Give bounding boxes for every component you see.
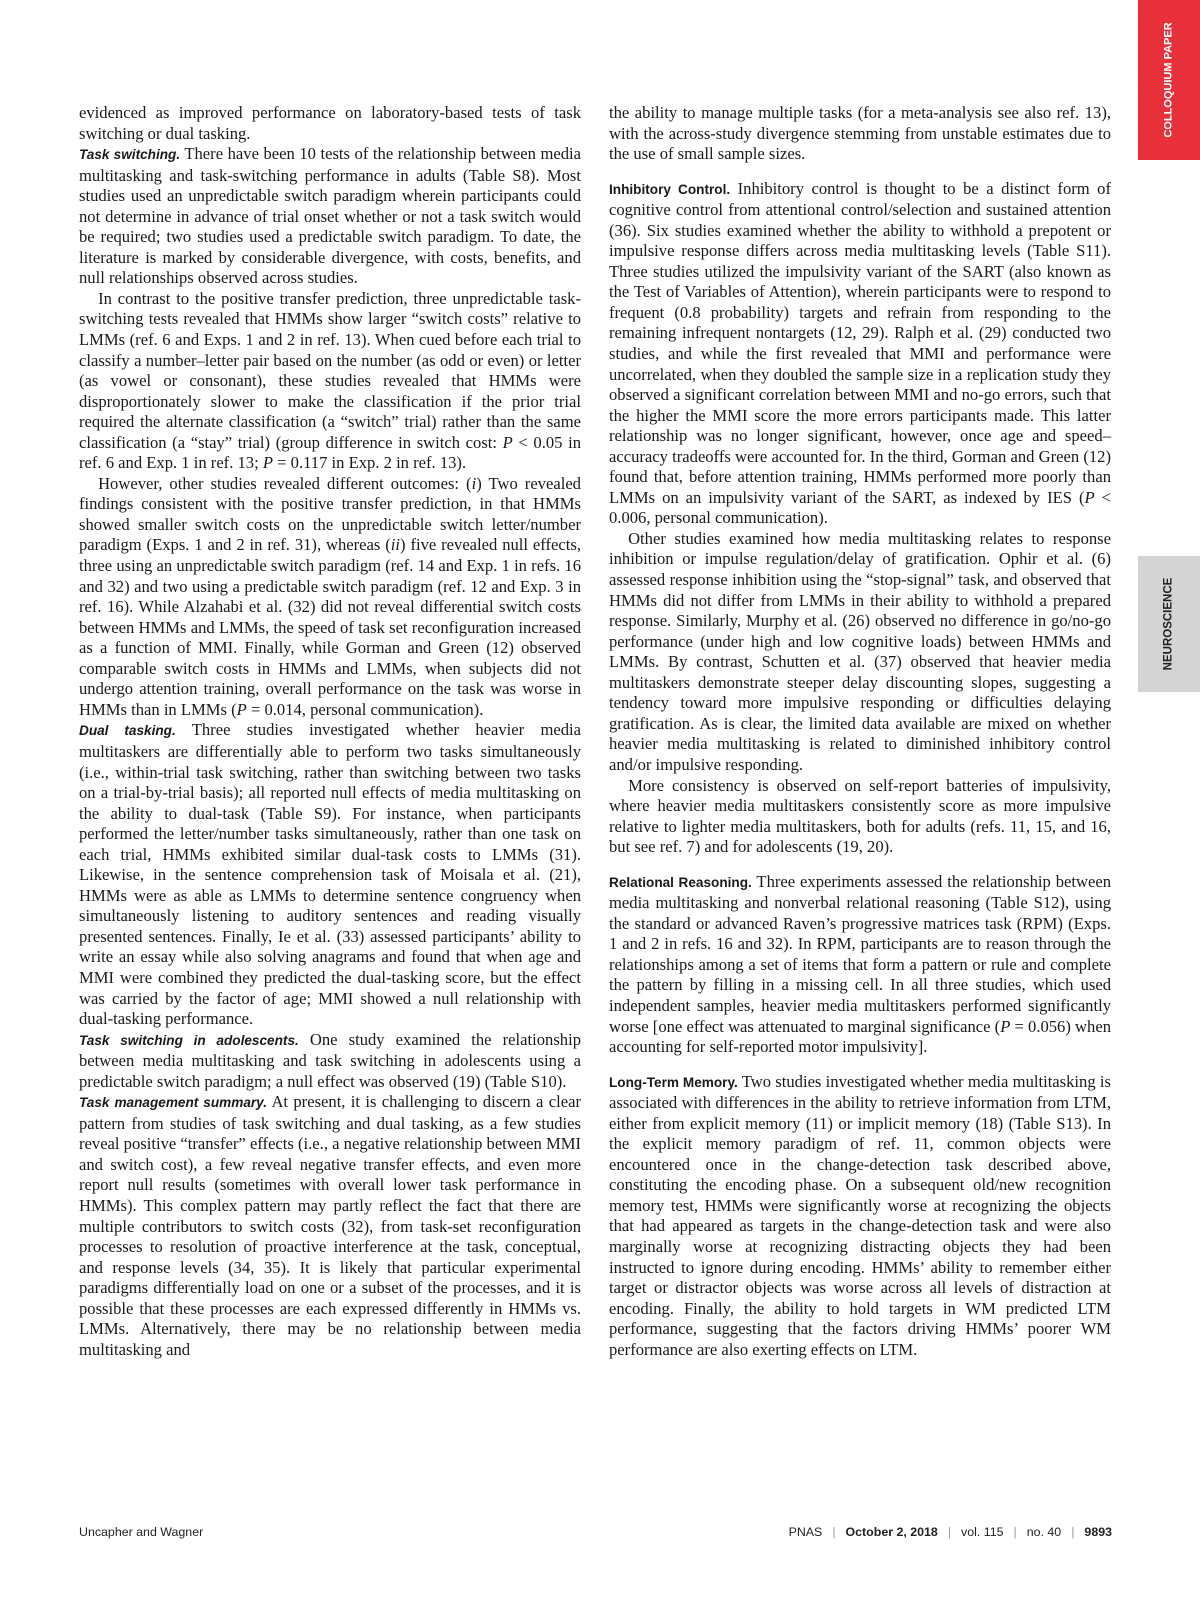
- paragraph: In contrast to the positive transfer prediction, three unpredictable task-switching tests revealed that HMMs show larger “switch costs” relative to LMMs (ref. 6 and Exps. 1 and 2 in ref. 13). When cued before each trial to classify a number–letter pair based on the number (as odd or even) or letter (as vowel or consonant), these studies revealed that HMMs were disproportionately slower to make the classification if the prior trial required the alternate classification (a “switch” trial) rather than the same classification (a “stay” trial) (group difference in switch cost: P < 0.05 in ref. 6 and Exp. 1 in ref. 13; P = 0.117 in Exp. 2 in ref. 13).: [79, 288, 581, 473]
- paragraph-dual-tasking: Dual tasking. Three studies investigated whether heavier media multitaskers are differentially able to perform two tasks simultaneously (i.e., within-trial task switching, rather than switching between two tasks on a trial-by-trial basis); all reported null effects of media multitasking on the ability to dual-task (Table S9). For instance, when participants performed the letter/number tasks simultaneously, rather than one task on each trial, HMMs exhibited similar dual-task costs to LMMs (31). Likewise, in the sentence comprehension task of Moisala et al. (21), HMMs were as able as LMMs to determine sentence congruency when simultaneously listening to auditory sentences and reading visually presented sentences. Finally, Ie et al. (33) assessed participants’ ability to write an essay while also solving anagrams and found that when age and MMI were combined they predicted the dual-tasking score, but the effect was carried by the factor of age; MMI showed a null relationship with dual-tasking performance.: [79, 720, 581, 1029]
- paragraph: More consistency is observed on self-report batteries of impulsivity, where heavier media multitaskers consistently score as more impulsive relative to lighter media multitaskers, both for adults (refs. 11, 15, and 16, but see ref. 7) and for adolescents (19, 20).: [609, 775, 1111, 857]
- heading-long-term-memory: Long-Term Memory.: [609, 1074, 738, 1090]
- colloquium-paper-tab: [1138, 0, 1200, 160]
- subheading-summary: Task management summary.: [79, 1095, 268, 1111]
- footer-authors: Uncapher and Wagner: [79, 1525, 204, 1539]
- page-number: 9893: [1084, 1525, 1112, 1539]
- section-long-term-memory: Long-Term Memory. Two studies investigated whether media multitasking is associated with differences in the ability to retrieve information from LTM, either from explicit memory (11) or implicit memory (18) (Table S13). In the explicit memory paradigm of ref. 11, common objects were encountered once in the change-detection task described above, constituting the encoding phase. On a subsequent old/new recognition memory test, HMMs were significantly worse at recognizing the objects that had appeared as targets in the change-detection task and were also marginally worse at recognizing distracting objects they had been instructed to ignore during encoding. HMMs’ ability to remember either target or distractor objects was worse across all levels of distraction at encoding. Finally, the ability to hold targets in WM predicted LTM performance, suggesting that the factors driving HMMs’ poorer WM performance are also exerting effects on LTM.: [609, 1071, 1111, 1359]
- heading-relational-reasoning: Relational Reasoning.: [609, 874, 752, 890]
- subheading-task-switching: Task switching.: [79, 147, 181, 163]
- section-inhibitory-control: Inhibitory Control. Inhibitory control is thought to be a distinct form of cognitive control from attentional control/selection and sustained attention (36). Six studies examined whether the ability to withhold a prepotent or impulsive response differs across media multitasking levels (Table S11). Three studies utilized the impulsivity variant of the SART (also known as the Test of Variables of Attention), wherein participants were to respond to frequent (0.8 probability) targets and refrain from responding to the remaining infrequent nontargets (12, 29). Ralph et al. (29) conducted two studies, and while the first revealed that MMI and performance were uncorrelated, when they doubled the sample size in a replication study they observed a significant correlation between MMI and no-go errors, such that the higher the MMI score the more errors participants made. This latter relationship was no longer significant, however, once age and speed–accuracy tradeoffs were accounted for. In the third, Gorman and Green (12) found that, before attention training, HMMs performed more poorly than LMMs on an impulsivity variant of the SART, as indexed by IES (P < 0.006, personal communication).: [609, 178, 1111, 528]
- paragraph-adolescents: Task switching in adolescents. One study examined the relationship between media multitasking and task switching in adolescents using a predictable switch paradigm; a null effect was observed (19) (Table S10).: [79, 1029, 581, 1091]
- left-column: [79, 103, 581, 1360]
- footer-citation: PNAS | October 2, 2018 | vol. 115 | no. 40 | 9893: [788, 1525, 1112, 1539]
- paragraph-task-switching: Task switching. There have been 10 tests of the relationship between media multitasking and task-switching performance in adults (Table S8). Most studies used an unpredictable switch paradigm wherein participants could not determine in advance of trial onset whether or not a task switch would be required; two studies used a predictable switch paradigm. To date, the literature is marked by considerable divergence, with costs, benefits, and null relationships observed across studies.: [79, 144, 581, 288]
- issue-number: no. 40: [1026, 1525, 1062, 1539]
- subheading-dual-tasking: Dual tasking.: [79, 723, 176, 739]
- issue-date: October 2, 2018: [845, 1525, 938, 1539]
- paragraph: Other studies examined how media multitasking relates to response inhibition or impulse regulation/delay of gratification. Ophir et al. (6) assessed response inhibition using the “stop-signal” task, and observed that HMMs did not differ from LMMs in their ability to withhold a prepared response. Similarly, Murphy et al. (26) observed no difference in go/no-go performance (under high and low cognitive loads) between HMMs and LMMs. By contrast, Schutten et al. (37) observed that heavier media multitaskers demonstrate steeper delay discounting slopes, suggesting a tendency toward more impulsive responding or difficulties delaying gratification. As is clear, the limited data available are mixed on whether heavier media multitasking is related to diminished inhibitory control and/or impulsive responding.: [609, 528, 1111, 774]
- paragraph: evidenced as improved performance on laboratory-based tests of task switching or dual tasking.: [79, 103, 581, 143]
- paragraph: the ability to manage multiple tasks (for a meta-analysis see also ref. 13), with the across-study divergence stemming from unstable estimates due to the use of small sample sizes.: [609, 103, 1111, 164]
- section-label: NEUROSCIENCE: [1162, 577, 1175, 671]
- heading-inhibitory-control: Inhibitory Control.: [609, 181, 731, 197]
- section-relational-reasoning: Relational Reasoning. Three experiments assessed the relationship between media multitasking and nonverbal relational reasoning (Table S12), using the standard or advanced Raven’s progressive matrices task (RPM) (Exps. 1 and 2 in refs. 16 and 32). In RPM, participants are to reason through the relationships among a set of items that form a pattern or rule and complete the pattern by filling in a missing cell. In all three studies, which used independent samples, heavier media multitaskers performed significantly worse [one effect was attenuated to marginal significance (P = 0.056) when accounting for self-reported motor impulsivity].: [609, 871, 1111, 1057]
- paragraph: However, other studies revealed different outcomes: (i) Two revealed findings consistent with the positive transfer prediction, in that HMMs showed smaller switch costs on the unpredictable switch letter/number paradigm (Exps. 1 and 2 in ref. 31), whereas (ii) five revealed null effects, three using an unpredictable switch paradigm (ref. 14 and Exp. 1 in refs. 16 and 32) and two using a predictable switch paradigm (ref. 12 and Exp. 3 in ref. 16). While Alzahabi et al. (32) did not reveal differential switch costs between HMMs and LMMs, the speed of task set reconfiguration increased as a function of MMI. Finally, while Gorman and Green (12) observed comparable switch costs in HMMs and LMMs, when subjects did not undergo attention training, overall performance on the task was worse in HMMs than in LMMs (P = 0.014, personal communication).: [79, 473, 581, 719]
- subheading-adolescents: Task switching in adolescents.: [79, 1032, 299, 1048]
- colloquium-paper-label: COLLOQUIUM PAPER: [1162, 22, 1175, 138]
- paragraph-summary: Task management summary. At present, it is challenging to discern a clear pattern from studies of task switching and dual tasking, as a few studies reveal positive “transfer” effects (i.e., a negative relationship between MMI and switch cost), a few reveal negative transfer effects, and even more report null results (sometimes with overall lower task performance in HMMs). This complex pattern may partly reflect the fact that there are multiple contributors to switch costs (32), from task-set reconfiguration processes to resolution of proactive interference at the task, conceptual, and response levels (34, 35). It is likely that particular experimental paradigms differentially load on one or a subset of the processes, and it is possible that these processes are each expressed differently in HMMs vs. LMMs. Alternatively, there may be no relationship between media multitasking and: [79, 1092, 582, 1359]
- volume: vol. 115: [961, 1525, 1004, 1539]
- journal-name: PNAS: [788, 1525, 823, 1539]
- right-column: [609, 103, 1111, 1360]
- section-tab: [1138, 556, 1200, 692]
